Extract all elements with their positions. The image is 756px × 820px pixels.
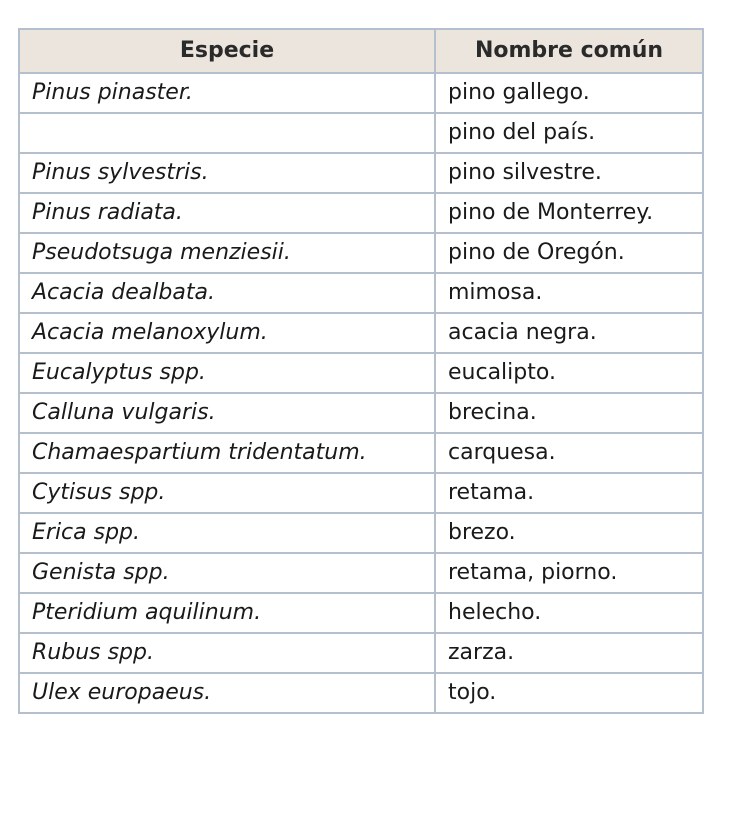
common-name-cell: acacia negra. (435, 313, 703, 353)
species-cell: Acacia dealbata. (19, 273, 435, 313)
species-cell: Acacia melanoxylum. (19, 313, 435, 353)
common-name-cell: tojo. (435, 673, 703, 713)
table-row (19, 233, 703, 273)
species-cell: Genista spp. (19, 553, 435, 593)
common-name-cell: pino del país. (435, 113, 703, 153)
common-name-cell: retama, piorno. (435, 553, 703, 593)
table-row (19, 393, 703, 433)
common-name-cell: helecho. (435, 593, 703, 633)
species-cell: Cytisus spp. (19, 473, 435, 513)
species-cell: Eucalyptus spp. (19, 353, 435, 393)
species-cell (19, 113, 435, 153)
species-table-container (18, 28, 704, 714)
table-row (19, 313, 703, 353)
species-cell: Ulex europaeus. (19, 673, 435, 713)
table-row (19, 553, 703, 593)
common-name-cell: brezo. (435, 513, 703, 553)
species-cell: Rubus spp. (19, 633, 435, 673)
common-name-cell: mimosa. (435, 273, 703, 313)
species-cell: Pinus pinaster. (19, 73, 435, 113)
common-name-cell: pino de Oregón. (435, 233, 703, 273)
table-header-row (19, 29, 703, 73)
common-name-cell: pino silvestre. (435, 153, 703, 193)
common-name-cell: zarza. (435, 633, 703, 673)
table-row (19, 673, 703, 713)
table-row (19, 73, 703, 113)
header-species: Especie (19, 29, 435, 73)
species-cell: Pinus sylvestris. (19, 153, 435, 193)
species-cell: Chamaespartium tridentatum. (19, 433, 435, 473)
table-row (19, 433, 703, 473)
common-name-cell: carquesa. (435, 433, 703, 473)
common-name-cell: pino gallego. (435, 73, 703, 113)
header-common-name: Nombre común (435, 29, 703, 73)
table-row (19, 113, 703, 153)
table-row (19, 473, 703, 513)
common-name-cell: pino de Monterrey. (435, 193, 703, 233)
common-name-cell: eucalipto. (435, 353, 703, 393)
species-cell: Pinus radiata. (19, 193, 435, 233)
table-row (19, 153, 703, 193)
table-row (19, 513, 703, 553)
species-cell: Pteridium aquilinum. (19, 593, 435, 633)
table-row (19, 193, 703, 233)
species-cell: Pseudotsuga menziesii. (19, 233, 435, 273)
species-cell: Erica spp. (19, 513, 435, 553)
table-row (19, 353, 703, 393)
table-row (19, 593, 703, 633)
species-cell: Calluna vulgaris. (19, 393, 435, 433)
common-name-cell: brecina. (435, 393, 703, 433)
table-row (19, 633, 703, 673)
table-row (19, 273, 703, 313)
species-table (18, 28, 704, 714)
common-name-cell: retama. (435, 473, 703, 513)
